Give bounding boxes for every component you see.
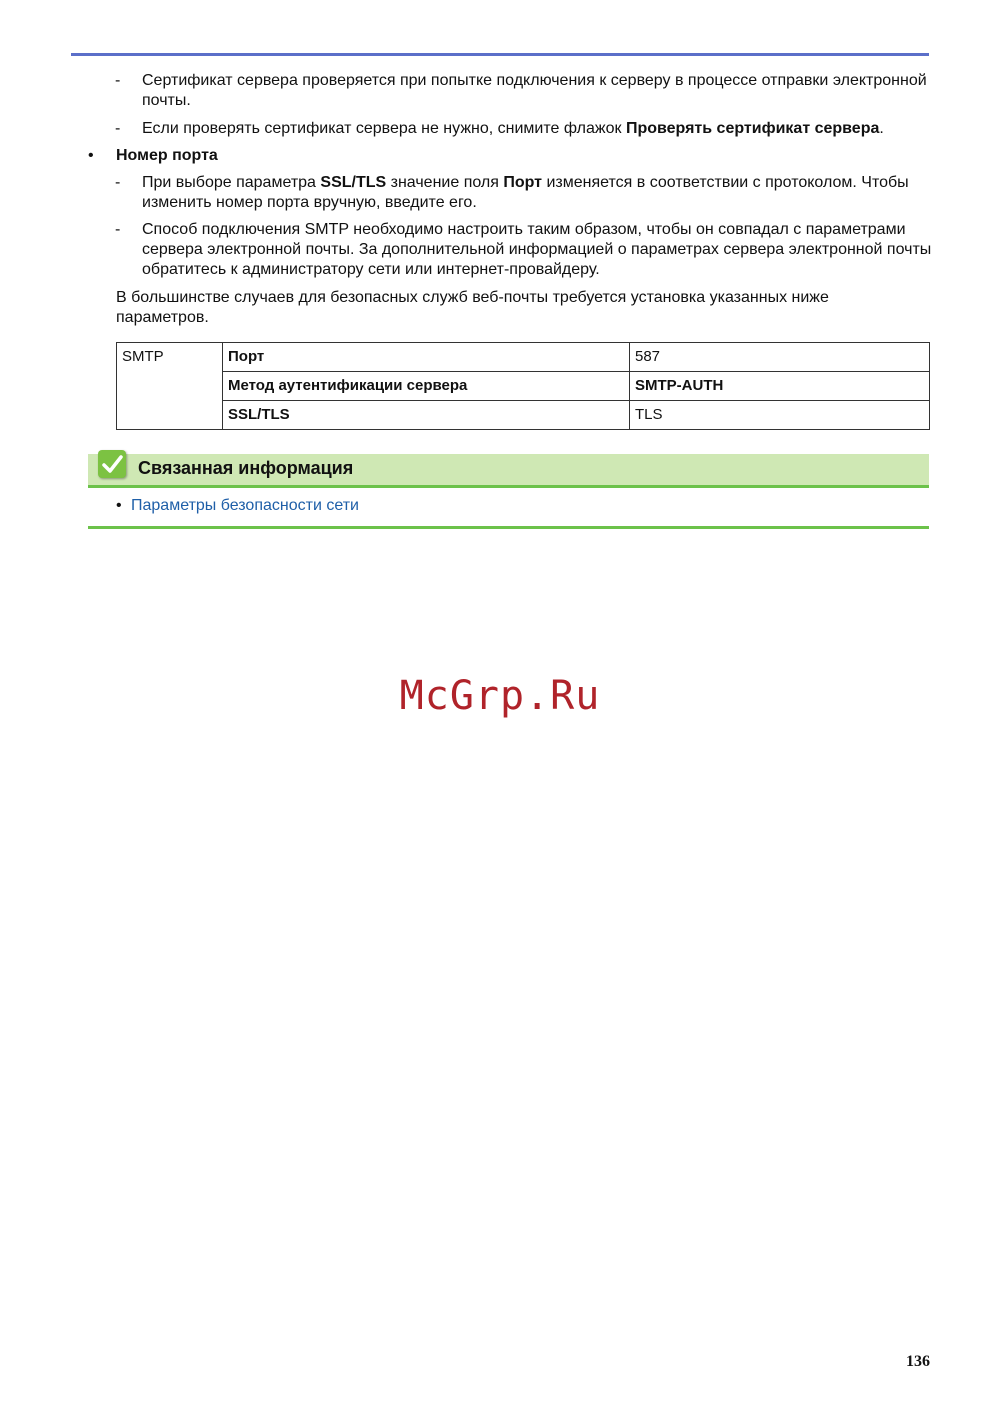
- text-span: .: [879, 120, 884, 137]
- bold-term: Порт: [503, 174, 543, 191]
- table-group-cell: SMTP: [117, 343, 223, 430]
- dash-marker: -: [115, 120, 121, 137]
- parameters-table: [116, 342, 930, 430]
- table-cell-name: Метод аутентификации сервера: [223, 372, 630, 401]
- checkbox-name: Проверять сертификат сервера: [625, 120, 880, 137]
- bold-term: SSL/TLS: [320, 174, 387, 191]
- table-cell-value: SMTP-AUTH: [630, 372, 930, 401]
- table-cell-name: SSL/TLS: [223, 401, 630, 430]
- list-item-text: [142, 173, 932, 213]
- related-link[interactable]: Параметры безопасности сети: [131, 497, 359, 514]
- note-paragraph: В большинстве случаев для безопасных служб веб-почты требуется установка указанных ниже параметров.: [116, 289, 829, 326]
- list-item-text: Способ подключения SMTP необходимо настроить таким образом, чтобы он совпадал с параметрами сервера электронной почты. За дополнительной информацией о параметрах сервера электронной почты обратитесь к администратору сети или интернет-провайдеру.: [142, 221, 932, 278]
- text-span: значение поля: [386, 174, 504, 191]
- table-cell-value: TLS: [630, 401, 930, 430]
- list-item-text: [142, 119, 932, 139]
- dash-marker: -: [115, 174, 121, 191]
- table-row: [117, 343, 930, 372]
- table-cell-name: Порт: [223, 343, 630, 372]
- bottom-rule: [88, 526, 929, 529]
- page-number: 136: [906, 1353, 930, 1370]
- checkmark-icon: [98, 450, 126, 478]
- related-info-header: [88, 454, 929, 488]
- text-span: При выборе параметра: [142, 174, 321, 191]
- dash-marker: -: [115, 72, 121, 89]
- table-cell-value: 587: [630, 343, 930, 372]
- table-row: [117, 401, 930, 430]
- text-span: Если проверять сертификат сервера не нужно, снимите флажок: [142, 120, 626, 137]
- bullet-marker: •: [116, 497, 122, 514]
- text-span: изменяется в соответствии с протоколом. Чтобы изменить номер порта вручную, введите его.: [142, 174, 909, 211]
- dash-marker: -: [115, 221, 121, 238]
- bullet-marker: •: [88, 147, 94, 164]
- section-heading: Номер порта: [116, 147, 218, 164]
- top-rule: [71, 53, 929, 56]
- list-item-text: Сертификат сервера проверяется при попытке подключения к серверу в процессе отправки электронной почты.: [142, 72, 927, 109]
- related-info-title: Связанная информация: [138, 458, 354, 478]
- table-row: [117, 372, 930, 401]
- watermark: McGrp.Ru: [399, 673, 601, 719]
